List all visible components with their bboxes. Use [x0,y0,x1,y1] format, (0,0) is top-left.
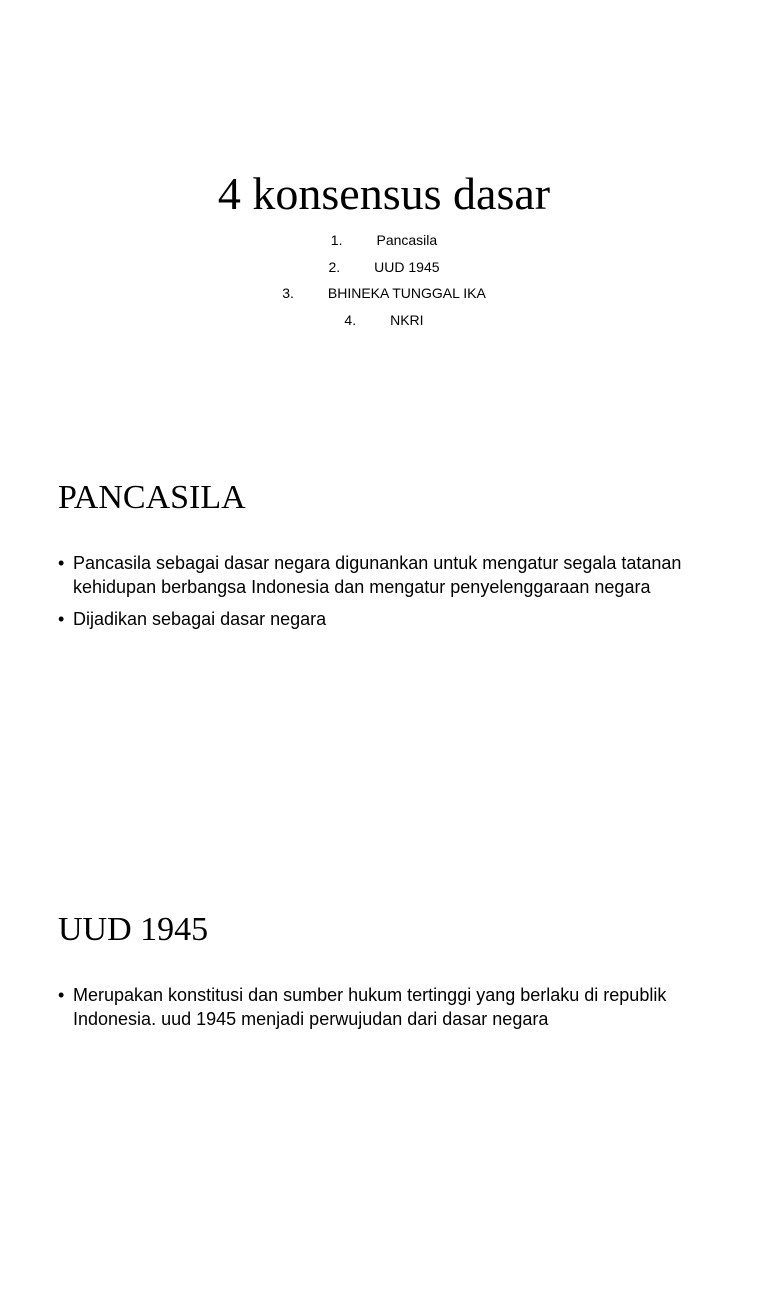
bullet-list [58,551,708,639]
list-number: 1. [330,232,343,248]
slide-title: 4 konsensus dasar [217,168,551,219]
list-item [0,256,768,283]
bullet-item [58,551,708,599]
bullet-icon: • [58,985,65,1005]
list-text: Pancasila [376,232,438,248]
bullet-list [58,983,708,1039]
bullet-text: Pancasila sebagai dasar negara digunankan untuk mengatur segala tatanan kehidupan berbangsa Indonesia dan mengatur penyelenggaraan negara [73,553,682,597]
list-number: 3. [282,285,294,301]
list-number: 2. [328,258,341,275]
bullet-text: Dijadikan sebagai dasar negara [73,609,327,629]
slide-3 [0,864,768,1296]
slide-heading: PANCASILA [58,479,246,516]
list-item [0,309,768,336]
slide-heading: UUD 1945 [58,911,209,948]
list-item [0,282,768,309]
list-text: UUD 1945 [374,258,440,275]
list-text: BHINEKA TUNGGAL IKA [327,285,486,301]
bullet-icon: • [58,553,65,573]
list-text: NKRI [390,311,424,328]
bullet-item [58,607,708,631]
slide-2 [0,432,768,864]
list-number: 4. [344,311,357,328]
list-item [0,229,768,256]
bullet-text: Merupakan konstitusi dan sumber hukum tertinggi yang berlaku di republik Indonesia. uud 1945 menjadi perwujudan dari dasar negara [73,985,667,1029]
slide-1 [0,0,768,432]
bullet-icon: • [58,609,65,629]
numbered-list [0,229,768,335]
